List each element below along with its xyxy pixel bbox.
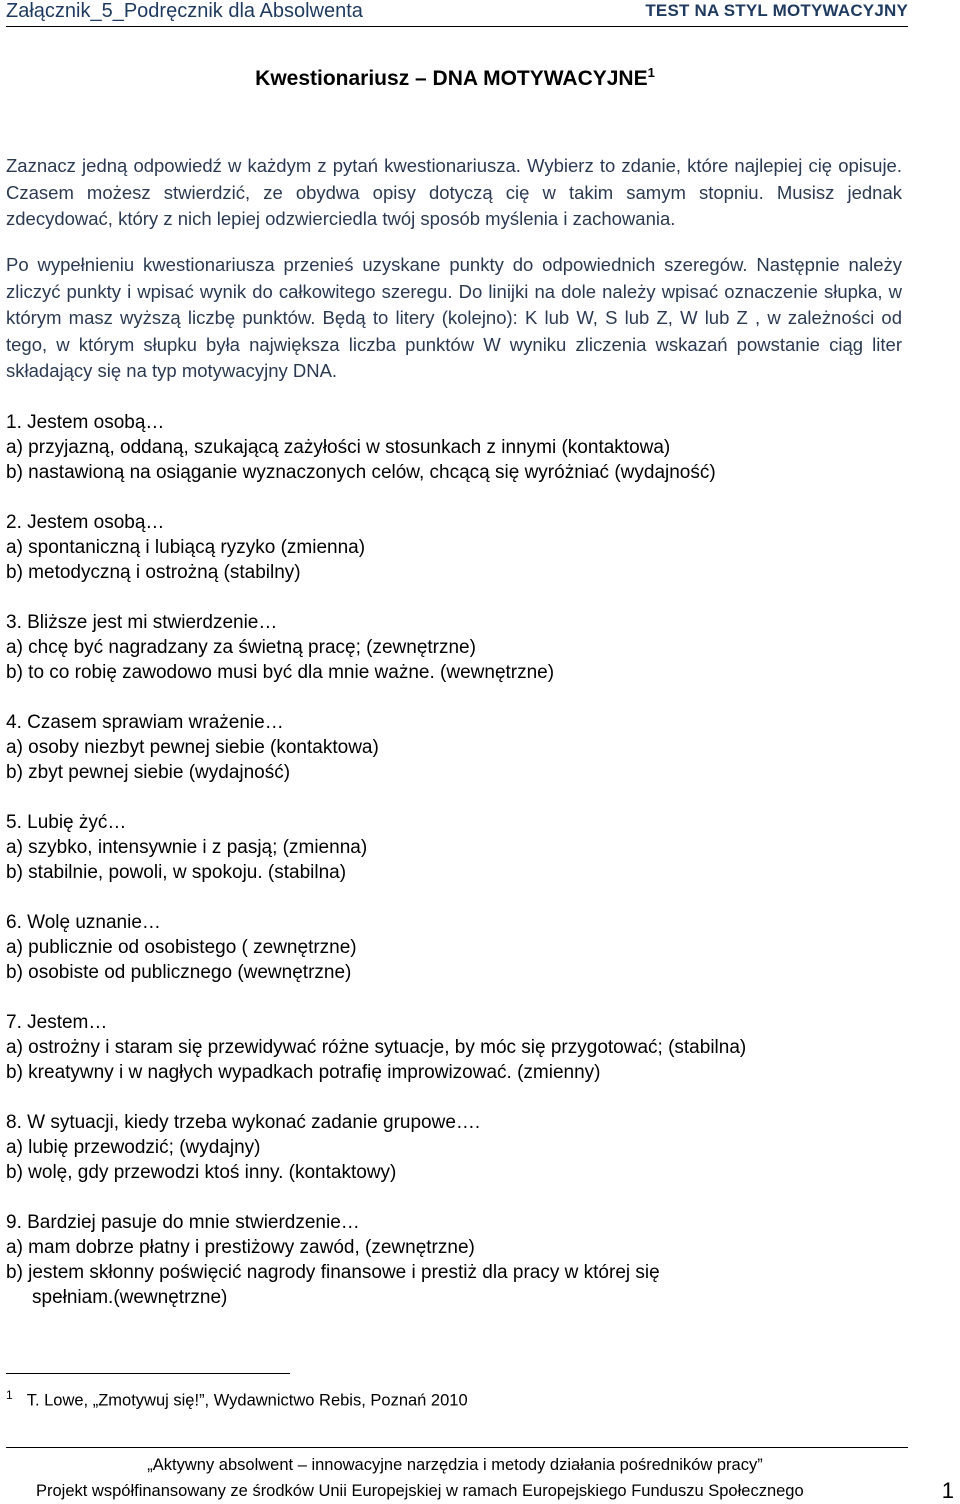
question-text: 2. Jestem osobą… xyxy=(6,512,165,533)
question-text: 4. Czasem sprawiam wrażenie… xyxy=(6,712,284,733)
answer-b: b) wolę, gdy przewodzi ktoś inny. (kontaktowy) xyxy=(6,1162,397,1183)
answer-a: a) lubię przewodzić; (wydajny) xyxy=(6,1137,261,1158)
document-title xyxy=(0,66,910,92)
question-text: 9. Bardziej pasuje do mnie stwierdzenie… xyxy=(6,1212,360,1233)
question-1 xyxy=(6,410,906,485)
answer-b: b) osobiste od publicznego (wewnętrzne) xyxy=(6,962,352,983)
question-text: 3. Bliższe jest mi stwierdzenie… xyxy=(6,612,278,633)
question-text: 1. Jestem osobą… xyxy=(6,412,165,433)
page-header xyxy=(6,0,908,27)
question-4 xyxy=(6,710,906,785)
answer-b: b) nastawioną na osiąganie wyznaczonych celów, chcącą się wyróżniać (wydajność) xyxy=(6,462,716,483)
footer-separator xyxy=(6,1447,908,1448)
answer-a: a) chcę być nagradzany za świetną pracę; (zewnętrzne) xyxy=(6,637,476,658)
answer-b: b) zbyt pewnej siebie (wydajność) xyxy=(6,762,291,783)
questionnaire xyxy=(6,410,906,1335)
answer-b: b) metodyczną i ostrożną (stabilny) xyxy=(6,562,301,583)
question-6 xyxy=(6,910,906,985)
question-8 xyxy=(6,1110,906,1185)
question-text: 8. W sytuacji, kiedy trzeba wykonać zadanie grupowe…. xyxy=(6,1112,481,1133)
answer-a: a) publicznie od osobistego ( zewnętrzne) xyxy=(6,937,357,958)
answer-a: a) osoby niezbyt pewnej siebie (kontaktowa) xyxy=(6,737,379,758)
footnote xyxy=(6,1384,468,1412)
header-section-title: TEST NA STYL MOTYWACYJNY xyxy=(645,1,908,20)
answer-a: a) ostrożny i staram się przewidywać różne sytuacje, by móc się przygotować; (stabilna) xyxy=(6,1037,747,1058)
question-9 xyxy=(6,1210,906,1310)
answer-b: b) to co robię zawodowo musi być dla mnie ważne. (wewnętrzne) xyxy=(6,662,555,683)
answer-b: b) stabilnie, powoli, w spokoju. (stabilna) xyxy=(6,862,347,883)
document-title-text: Kwestionariusz – DNA MOTYWACYJNE xyxy=(255,67,648,90)
footer-funding-note: Projekt współfinansowany ze środków Unii Europejskiej w ramach Europejskiego Funduszu Społecznego xyxy=(36,1482,804,1500)
answer-a: a) szybko, intensywnie i z pasją; (zmienna) xyxy=(6,837,368,858)
title-footnote-ref: 1 xyxy=(647,65,655,80)
footer-project-title: „Aktywny absolwent – innowacyjne narzędzia i metody działania pośredników pracy” xyxy=(147,1456,763,1474)
page-number: 1 xyxy=(941,1478,954,1503)
question-5 xyxy=(6,810,906,885)
answer-a: a) spontaniczną i lubiącą ryzyko (zmienna) xyxy=(6,537,366,558)
intro-paragraph-2: Po wypełnieniu kwestionariusza przenieś uzyskane punkty do odpowiednich szeregów. Następnie należy zliczyć punkty i wpisać wynik do całkowitego szeregu. Do linijki na dole należy wpisać oznaczenie słupka, w którym masz wyższą liczbę punktów. Będą to litery (kolejno): K lub W, S lub Z, W lub Z , w zależności od tego, w którym słupku była największa liczba punktów W wyniku zliczenia wskazań powstanie ciąg liter składający się na typ motywacyjny DNA. xyxy=(6,254,902,381)
answer-b-continuation: spełniam.(wewnętrzne) xyxy=(32,1287,228,1308)
question-text: 6. Wolę uznanie… xyxy=(6,912,161,933)
question-2 xyxy=(6,510,906,585)
intro-paragraph-1: Zaznacz jedną odpowiedź w każdym z pytań kwestionariusza. Wybierz to zdanie, które najlepiej cię opisuje. Czasem możesz stwierdzić, ze obydwa opisy dotyczą cię w takim samym stopniu. Musisz jednak zdecydować, który z nich lepiej odzwierciedla twój sposób myślenia i zachowania. xyxy=(6,155,902,229)
answer-a: a) przyjazną, oddaną, szukającą zażyłości w stosunkach z innymi (kontaktowa) xyxy=(6,437,671,458)
answer-a: a) mam dobrze płatny i prestiżowy zawód, (zewnętrzne) xyxy=(6,1237,475,1258)
question-3 xyxy=(6,610,906,685)
header-document-name: Załącznik_5_Podręcznik dla Absolwenta xyxy=(6,0,363,22)
question-7 xyxy=(6,1010,906,1085)
footnote-number: 1 xyxy=(6,1388,13,1402)
question-text: 5. Lubię żyć… xyxy=(6,812,127,833)
footnote-separator xyxy=(6,1373,290,1374)
answer-b: b) kreatywny i w nagłych wypadkach potrafię improwizować. (zmienny) xyxy=(6,1062,601,1083)
answer-b: b) jestem skłonny poświęcić nagrody finansowe i prestiż dla pracy w której się xyxy=(6,1262,660,1283)
footnote-text: T. Lowe, „Zmotywuj się!”, Wydawnictwo Rebis, Poznań 2010 xyxy=(26,1391,468,1410)
question-text: 7. Jestem… xyxy=(6,1012,108,1033)
